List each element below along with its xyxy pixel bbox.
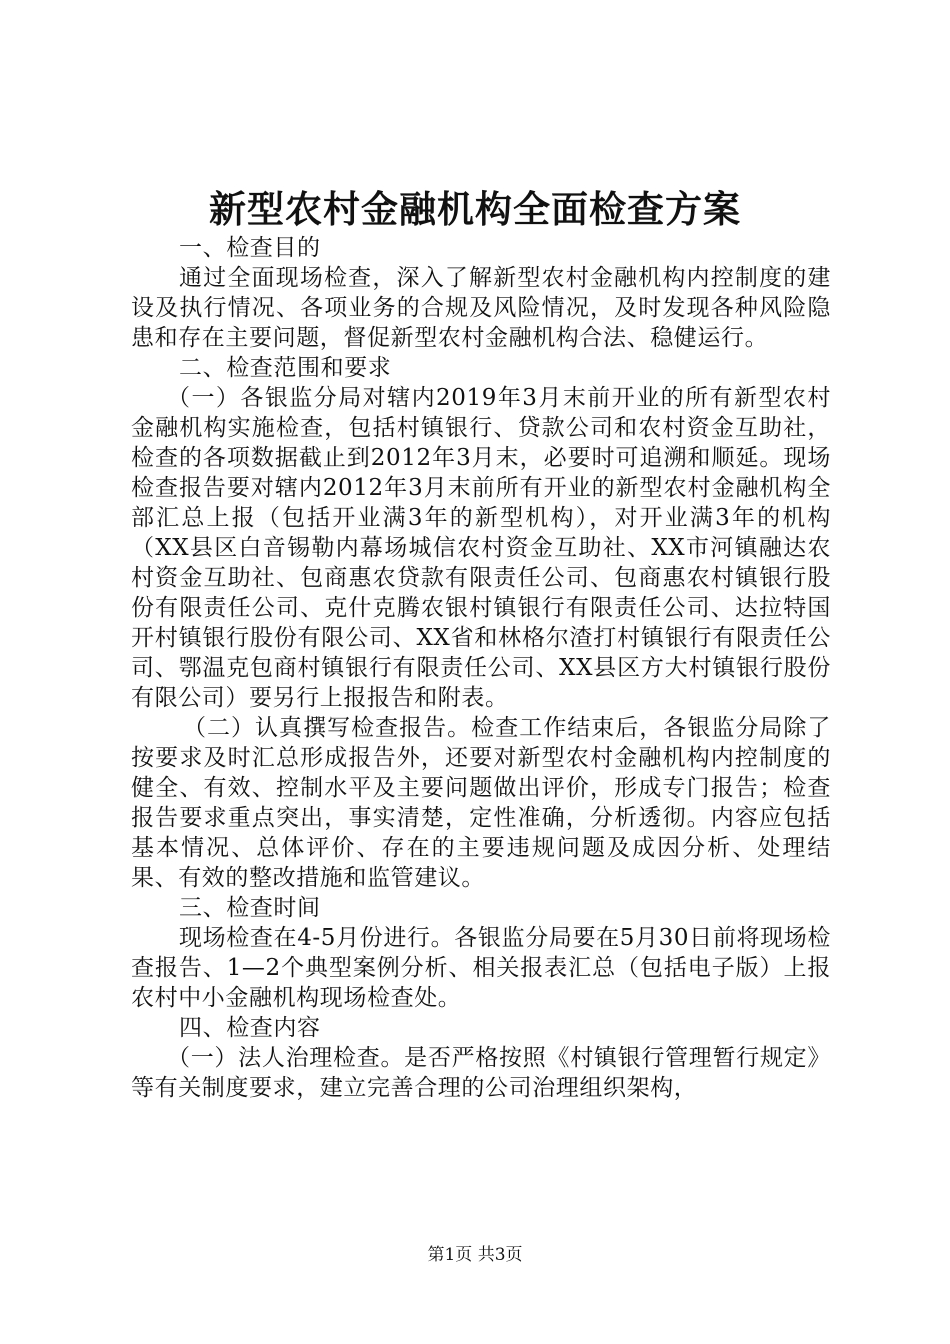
document-body bbox=[131, 233, 831, 1103]
section-heading: 二、检查范围和要求 bbox=[179, 355, 392, 381]
section-heading: 三、检查时间 bbox=[179, 895, 321, 921]
document-title: 新型农村金融机构全面检查方案 bbox=[209, 187, 741, 231]
paragraph: 通过全面现场检查，深入了解新型农村金融机构内控制度的建设及执行情况、各项业务的合规及风险情况，及时发现各种风险隐患和存在主要问题，督促新型农村金融机构合法、稳健运行。 bbox=[131, 265, 831, 351]
paragraph: （一）法人治理检查。是否严格按照《村镇银行管理暂行规定》等有关制度要求，建立完善合理的公司治理组织架构， bbox=[131, 1045, 831, 1101]
section-heading: 四、检查内容 bbox=[179, 1015, 321, 1041]
paragraph: 现场检查在4-5月份进行。各银监分局要在5月30日前将现场检查报告、1—2个典型案例分析、相关报表汇总（包括电子版）上报农村中小金融机构现场检查处。 bbox=[131, 925, 831, 1011]
page-footer: 第1页 共3页 bbox=[427, 1245, 523, 1265]
section-heading: 一、检查目的 bbox=[179, 235, 321, 261]
paragraph: （二）认真撰写检查报告。检查工作结束后，各银监分局除了按要求及时汇总形成报告外，还要对新型农村金融机构内控制度的健全、有效、控制水平及主要问题做出评价，形成专门报告；检查报告要求重点突出，事实清楚，定性准确，分析透彻。内容应包括基本情况、总体评价、存在的主要违规问题及成因分析、处理结果、有效的整改措施和监管建议。 bbox=[131, 715, 831, 891]
paragraph: （一）各银监分局对辖内2019年3月末前开业的所有新型农村金融机构实施检查，包括村镇银行、贷款公司和农村资金互助社，检查的各项数据截止到2012年3月末，必要时可追溯和顺延。现场检查报告要对辖内2012年3月末前所有开业的新型农村金融机构全部汇总上报（包括开业满3年的新型机构），对开业满3年的机构（XX县区白音锡勒内幕场城信农村资金互助社、XX市河镇融达农村资金互助社、包商惠农贷款有限责任公司、包商惠农村镇银行股份有限责任公司、克什克腾农银村镇银行有限责任公司、达拉特国开村镇银行股份有限公司、XX省和林格尔渣打村镇银行有限责任公司、鄂温克包商村镇银行有限责任公司、XX县区方大村镇银行股份有限公司）要另行上报报告和附表。 bbox=[131, 385, 831, 711]
